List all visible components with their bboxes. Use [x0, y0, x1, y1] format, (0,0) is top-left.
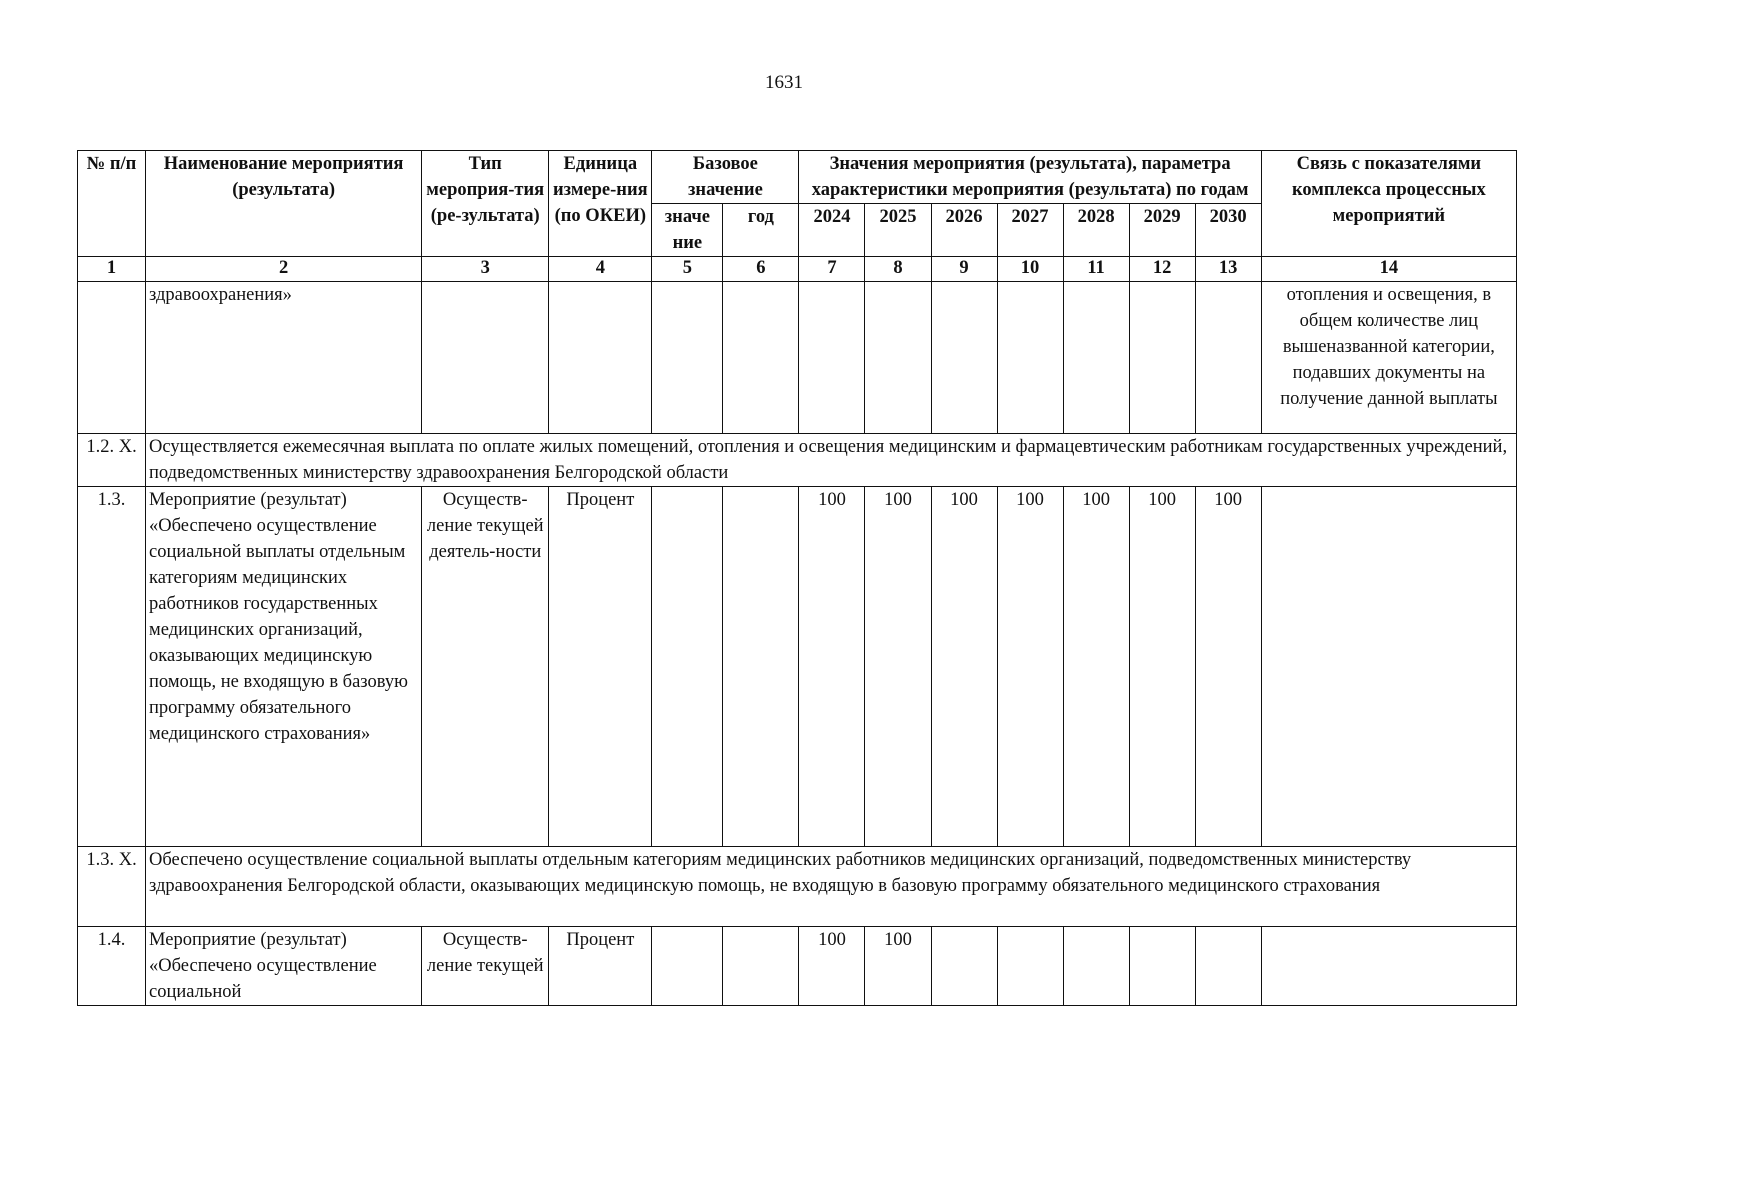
- cell-type: Осуществ-ление текущей: [422, 927, 549, 1006]
- cell-no: 1.3.: [78, 487, 146, 847]
- header-base-value: значе ние: [652, 204, 723, 257]
- table-row-continued: [78, 282, 1517, 434]
- header-year: 2030: [1195, 204, 1261, 257]
- column-number: 11: [1063, 257, 1129, 282]
- cell-unit: Процент: [549, 487, 652, 847]
- cell-2029: 100: [1129, 487, 1195, 847]
- section-row-1-3-x: [78, 847, 1517, 927]
- column-number: 12: [1129, 257, 1195, 282]
- section-number: 1.2. X.: [78, 434, 146, 487]
- header-year: 2027: [997, 204, 1063, 257]
- header-year: 2029: [1129, 204, 1195, 257]
- section-text: Обеспечено осуществление социальной выплаты отдельным категориям медицинских работников медицинских организаций, подведомственных министерству здравоохранения Белгородской области, оказывающих медицинскую помощь, не входящую в базовую программу обязательного медицинского страхования: [146, 847, 1517, 927]
- cell-2028: [1063, 927, 1129, 1006]
- cell-link: [1261, 927, 1516, 1006]
- column-number: 10: [997, 257, 1063, 282]
- header-year: 2028: [1063, 204, 1129, 257]
- header-year: 2024: [799, 204, 865, 257]
- cell-unit: [549, 282, 652, 434]
- cell-base-value: [652, 487, 723, 847]
- header-type: Тип мероприя-тия (ре-зультата): [422, 151, 549, 257]
- cell-2026: 100: [931, 487, 997, 847]
- cell-2028: [1063, 282, 1129, 434]
- activities-table: [77, 150, 1517, 1006]
- cell-2028: 100: [1063, 487, 1129, 847]
- column-number-row: [78, 257, 1517, 282]
- header-name: Наименование мероприятия (результата): [146, 151, 422, 257]
- column-number: 8: [865, 257, 931, 282]
- cell-link: отопления и освещения, в общем количестве лиц вышеназванной категории, подавших документы на получение данной выплаты: [1261, 282, 1516, 434]
- header-row: [78, 151, 1517, 204]
- table-row-1-4: [78, 927, 1517, 1006]
- header-base-year: год: [723, 204, 799, 257]
- header-no: № п/п: [78, 151, 146, 257]
- column-number: 6: [723, 257, 799, 282]
- column-number: 5: [652, 257, 723, 282]
- column-number: 9: [931, 257, 997, 282]
- column-number: 1: [78, 257, 146, 282]
- column-number: 13: [1195, 257, 1261, 282]
- cell-no: [78, 282, 146, 434]
- header-unit: Единица измере-ния (по ОКЕИ): [549, 151, 652, 257]
- cell-name: Мероприятие (результат) «Обеспечено осуществление социальной: [146, 927, 422, 1006]
- cell-2027: [997, 927, 1063, 1006]
- cell-2027: [997, 282, 1063, 434]
- cell-2029: [1129, 927, 1195, 1006]
- header-year: 2026: [931, 204, 997, 257]
- section-row-1-2-x: [78, 434, 1517, 487]
- cell-type: [422, 282, 549, 434]
- header-base: Базовое значение: [652, 151, 799, 204]
- page-number: 1631: [765, 72, 803, 93]
- column-number: 7: [799, 257, 865, 282]
- header-year: 2025: [865, 204, 931, 257]
- cell-base-value: [652, 927, 723, 1006]
- column-number: 14: [1261, 257, 1516, 282]
- cell-base-value: [652, 282, 723, 434]
- cell-name: Мероприятие (результат) «Обеспечено осуществление социальной выплаты отдельным категориям медицинских работников государственных медицинских организаций, оказывающих медицинскую помощь, не входящую в базовую программу обязательного медицинского страхования»: [146, 487, 422, 847]
- column-number: 4: [549, 257, 652, 282]
- cell-base-year: [723, 282, 799, 434]
- cell-2024: 100: [799, 487, 865, 847]
- table-row-1-3: [78, 487, 1517, 847]
- cell-name: здравоохранения»: [146, 282, 422, 434]
- cell-type: Осуществ-ление текущей деятель-ности: [422, 487, 549, 847]
- cell-2029: [1129, 282, 1195, 434]
- column-number: 2: [146, 257, 422, 282]
- cell-2024: 100: [799, 927, 865, 1006]
- cell-no: 1.4.: [78, 927, 146, 1006]
- cell-2027: 100: [997, 487, 1063, 847]
- column-number: 3: [422, 257, 549, 282]
- cell-2026: [931, 282, 997, 434]
- cell-2030: [1195, 282, 1261, 434]
- header-link: Связь с показателями комплекса процессных мероприятий: [1261, 151, 1516, 257]
- cell-2025: 100: [865, 487, 931, 847]
- cell-base-year: [723, 927, 799, 1006]
- header-values: Значения мероприятия (результата), параметра характеристики мероприятия (результата) по годам: [799, 151, 1261, 204]
- cell-unit: Процент: [549, 927, 652, 1006]
- cell-2030: 100: [1195, 487, 1261, 847]
- cell-2025: 100: [865, 927, 931, 1006]
- section-number: 1.3. X.: [78, 847, 146, 927]
- cell-2024: [799, 282, 865, 434]
- cell-2026: [931, 927, 997, 1006]
- section-text: Осуществляется ежемесячная выплата по оплате жилых помещений, отопления и освещения медицинским и фармацевтическим работникам государственных учреждений, подведомственных министерству здравоохранения Белгородской области: [146, 434, 1517, 487]
- cell-base-year: [723, 487, 799, 847]
- cell-link: [1261, 487, 1516, 847]
- cell-2030: [1195, 927, 1261, 1006]
- cell-2025: [865, 282, 931, 434]
